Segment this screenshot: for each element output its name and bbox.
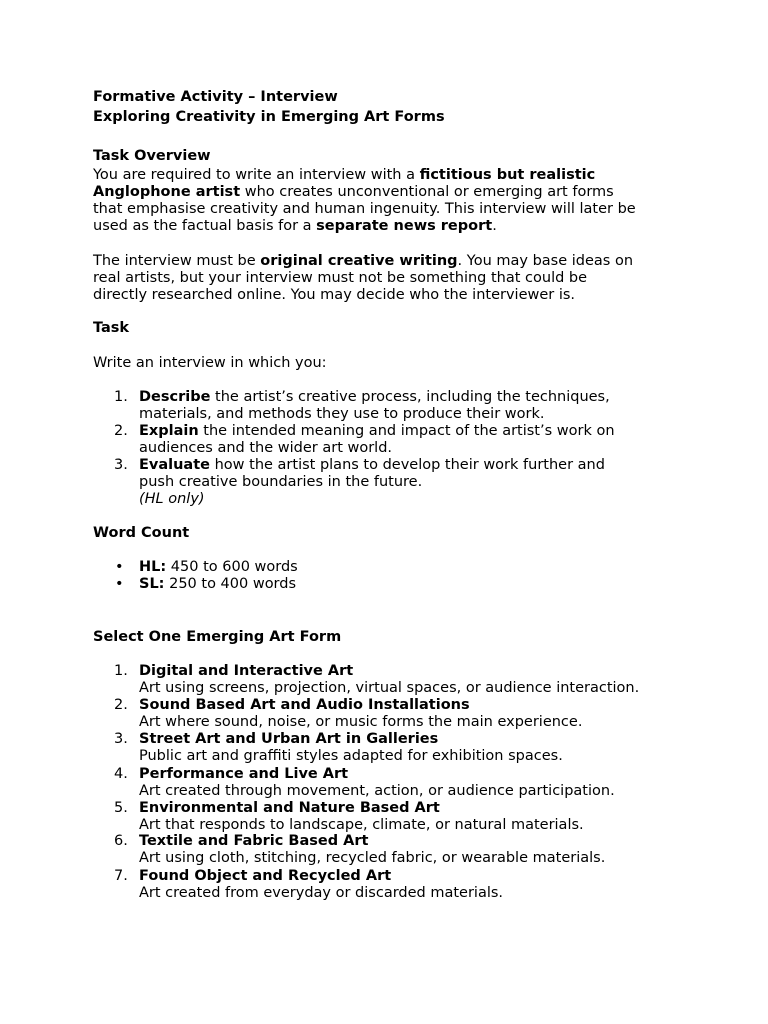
document-page: Formative Activity – Interview Exploring Creativity in Emerging Art Forms Task Overview You are required to write an interview with a fictitious but realistic Anglophone artist who creates unconventional or emerging art forms that emphasise creativity and human ingenuity. This interview will later be used as the factual basis for a separate news report. The interview must be original creative writing. You may base ideas on real artists, but your interview must not be something that could be directly researched online. You may decide who the interviewer is. Task Write an interview in which you: 1. Describe the artist’s creative process, including the techniques, materials, and methods they use to produce their work. 2. Explain the intended meaning and impact of the artist’s work on audiences and the wider art world. 3. Evaluate how the artist plans to develop their work further and push creative boundaries in the future. (HL only) Word Count • HL: 450 to 600 words • SL: 250 to 400 words Select One Emerging Art Form 1. Digital and Interactive Art Art using screens, projection, virtual spaces, or audience interaction. 2. Sound Based Art and Audio Installations Art where sound, noise, or music forms the main experience. 3. Street Art and Urban Art in Galleries Public art and graffiti styles adapted for exhibition spaces. 4. Performance and Live Art Art created through movement, action, or audience participation. 5. Environmental and Nature Based Art Art that responds to landscape, climate, or natural materials. 6. Textile and Fabric Based Art Art using cloth, stitching, recycled fabric, or wearable materials. 7. Found Object and Recycled Art Art created from everyday or discarded materials. bbox=[0, 0, 768, 1024]
overview-paragraph-2: The interview must be original creative writing. You may base ideas on real artists, but your interview must not be something that could be directly researched online. You may decide who the interviewer is. bbox=[93, 253, 634, 303]
document-title: Formative Activity – Interview bbox=[93, 89, 338, 105]
overview-paragraph-1: You are required to write an interview with a fictitious but realistic Anglophone artist who creates unconventional or emerging art forms that emphasise creativity and human ingenuity. This interview will later be used as the factual basis for a separate news report. bbox=[93, 167, 636, 234]
art-forms-heading: Select One Emerging Art Form bbox=[93, 629, 342, 645]
word-count-heading: Word Count bbox=[93, 525, 190, 541]
task-intro: Write an interview in which you: bbox=[93, 355, 327, 371]
bullet-icon: • bbox=[115, 559, 124, 575]
overview-heading: Task Overview bbox=[93, 148, 211, 164]
document-subtitle: Exploring Creativity in Emerging Art Forms bbox=[93, 109, 445, 125]
task-heading: Task bbox=[93, 320, 130, 336]
bullet-icon: • bbox=[115, 576, 124, 592]
